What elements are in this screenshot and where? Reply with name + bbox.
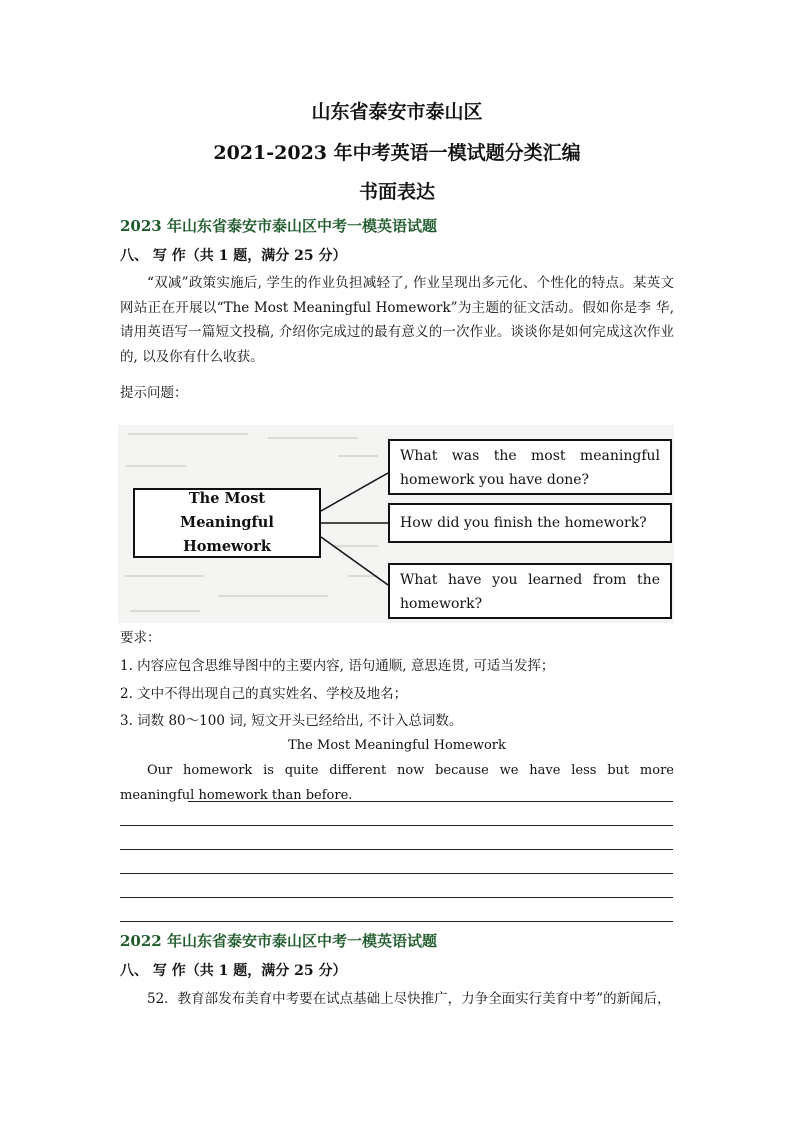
mind-map bbox=[118, 425, 674, 623]
prompt-text: “双减”政策实施后, 学生的作业负担减轻了, 作业呈现出多元化、个性化的特点。某英文网站正在开展以“The Most Meaningful Homework”为主题的征文活动。假如你是李 华, 请用英语写一篇短文投稿, 介绍你完成过的最有意义的一次作业。谈谈你是如何完成这次作业的, 以及你有什么收获。 bbox=[120, 275, 674, 365]
mind-map-question-1: What was the most meaningful homework you have done? bbox=[388, 439, 672, 495]
requirement-item-2: 2. 文中不得出现自己的真实姓名、学校及地名； bbox=[120, 686, 408, 702]
doc-title-topic: 书面表达 bbox=[358, 181, 435, 203]
section-heading-2022: 2022 年山东省泰安市泰山区中考一模英语试题 bbox=[120, 932, 437, 950]
answer-line-4[interactable] bbox=[120, 873, 673, 874]
answer-line-3[interactable] bbox=[120, 849, 673, 850]
requirement-item-3: 3. 词数 80～100 词, 短文开头已经给出, 不计入总词数。 bbox=[120, 713, 463, 729]
doc-title-exam: 2021-2023 年中考英语一模试题分类汇编 bbox=[213, 142, 581, 164]
mind-map-question-3: What have you learned from the homework? bbox=[388, 563, 672, 619]
connector-3 bbox=[321, 537, 388, 585]
answer-line-2[interactable] bbox=[120, 825, 673, 826]
mind-map-question-2: How did you finish the homework? bbox=[388, 503, 672, 543]
answer-line-1[interactable] bbox=[188, 801, 673, 802]
requirements-label: 要求： bbox=[120, 630, 161, 646]
requirement-item-1: 1. 内容应包含思维导图中的主要内容, 语句通顺, 意思连贯, 可适当发挥； bbox=[120, 658, 555, 674]
writing-subheading-2023: 八、 写 作（共 1 题，满分 25 分） bbox=[120, 248, 347, 264]
essay-title: The Most Meaningful Homework bbox=[288, 738, 506, 753]
essay-opening-text: Our homework is quite different now because we have less but more meaningful homework than before. bbox=[120, 763, 674, 803]
connector-1 bbox=[321, 473, 388, 511]
mind-map-center-node: The Most Meaningful Homework bbox=[133, 488, 321, 558]
writing-prompt-2023 bbox=[120, 271, 674, 369]
writing-prompt-2022: 52．教育部发布美育中考要在试点基础上尽快推广，力争全面实行美育中考”的新闻后， bbox=[147, 991, 671, 1007]
answer-line-6[interactable] bbox=[120, 921, 673, 922]
hint-label: 提示问题： bbox=[120, 385, 188, 401]
section-heading-2023: 2023 年山东省泰安市泰山区中考一模英语试题 bbox=[120, 217, 437, 235]
writing-subheading-2022: 八、 写 作（共 1 题，满分 25 分） bbox=[120, 963, 347, 979]
answer-line-5[interactable] bbox=[120, 897, 673, 898]
doc-title-region: 山东省泰安市泰山区 bbox=[311, 101, 483, 123]
